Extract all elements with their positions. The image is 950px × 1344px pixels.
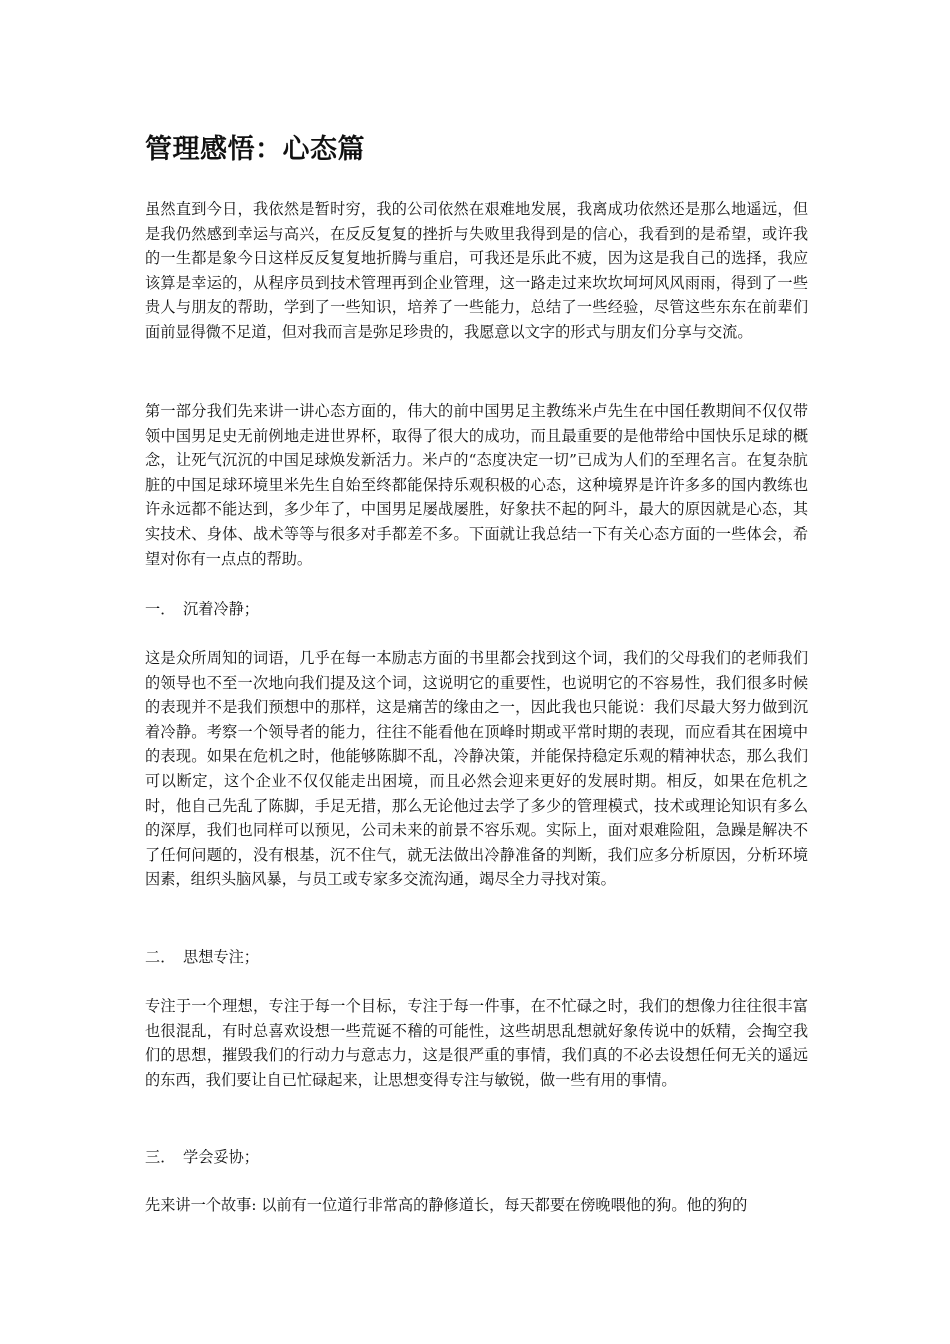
section-heading-text: 思想专注； [183,948,259,966]
section-heading-2 [145,945,259,969]
section-heading-text: 学会妥协； [183,1148,259,1166]
section-2-paragraph: 专注于一个理想，专注于每一个目标，专注于每一件事，在不忙碌之时，我们的想像力往往很丰富也很混乱，有时总喜欢设想一些荒诞不稽的可能性，这些胡思乱想就好象传说中的妖精，会掏空我们的思想，摧毁我们的行动力与意志力，这是很严重的事情，我们真的不必去设想任何无关的遥远的东西，我们要让自已忙碌起来，让思想变得专注与敏锐，做一些有用的事情。 [145,997,808,1089]
section-number: 一． [145,600,176,618]
page-title: 管理感悟：心态篇 [145,134,365,165]
section-heading-text: 沉着冷静； [183,600,259,618]
section-number: 三． [145,1148,176,1166]
section-heading-1 [145,597,259,621]
part1-paragraph: 第一部分我们先来讲一讲心态方面的，伟大的前中国男足主教练米卢先生在中国任教期间不仅仅带领中国男足史无前例地走进世界杯，取得了很大的成功，而且最重要的是他带给中国快乐足球的概念，让死气沉沉的中国足球焕发新活力。米卢的“态度决定一切”已成为人们的至理名言。在复杂肮脏的中国足球环境里米先生自始至终都能保持乐观积极的心态，这种境界是许许多多的国内教练也许永远都不能达到，多少年了，中国男足屡战屡胜，好象扶不起的阿斗，最大的原因就是心态，其实技术、身体、战术等等与很多对手都差不多。下面就让我总结一下有关心态方面的一些体会，希望对你有一点点的帮助。 [145,402,808,568]
intro-paragraph: 虽然直到今日，我依然是暂时穷，我的公司依然在艰难地发展，我离成功依然还是那么地遥远，但是我仍然感到幸运与高兴，在反反复复的挫折与失败里我得到是的信心，我看到的是希望，或许我的一生都是象今日这样反反复复地折腾与重启，可我还是乐此不疲，因为这是我自己的选择，我应该算是幸运的，从程序员到技术管理再到企业管理，这一路走过来坎坎坷坷风风雨雨，得到了一些贵人与朋友的帮助，学到了一些知识，培养了一些能力，总结了一些经验，尽管这些东东在前辈们面前显得微不足道，但对我而言是弥足珍贵的，我愿意以文字的形式与朋友们分享与交流。 [145,200,808,341]
section-1-paragraph: 这是众所周知的词语，几乎在每一本励志方面的书里都会找到这个词，我们的父母我们的老师我们的领导也不至一次地向我们提及这个词，这说明它的重要性，也说明它的不容易性，我们很多时候的表现并不是我们预想中的那样，这是痛苦的缘由之一，因此我也只能说：我们尽最大努力做到沉着冷静。考察一个领导者的能力，往往不能看他在顶峰时期或平常时期的表现，而应看其在困境中的表现。如果在危机之时，他能够陈脚不乱，冷静决策，并能保持稳定乐观的精神状态，那么我们可以断定，这个企业不仅仅能走出困境，而且必然会迎来更好的发展时期。相反，如果在危机之时，他自己先乱了陈脚，手足无措，那么无论他过去学了多少的管理模式，技术或理论知识有多么的深厚，我们也同样可以预见，公司未来的前景不容乐观。实际上，面对艰难险阻，急躁是解决不了任何问题的，没有根基，沉不住气，就无法做出冷静准备的判断，我们应多分析原因，分析环境因素，组织头脑风暴，与员工或专家多交流沟通，竭尽全力寻找对策。 [145,649,808,889]
section-heading-3 [145,1145,259,1169]
section-3-paragraph: 先来讲一个故事: 以前有一位道行非常高的静修道长，每天都要在傍晚喂他的狗。他的狗的 [145,1196,748,1214]
section-number: 二． [145,948,176,966]
